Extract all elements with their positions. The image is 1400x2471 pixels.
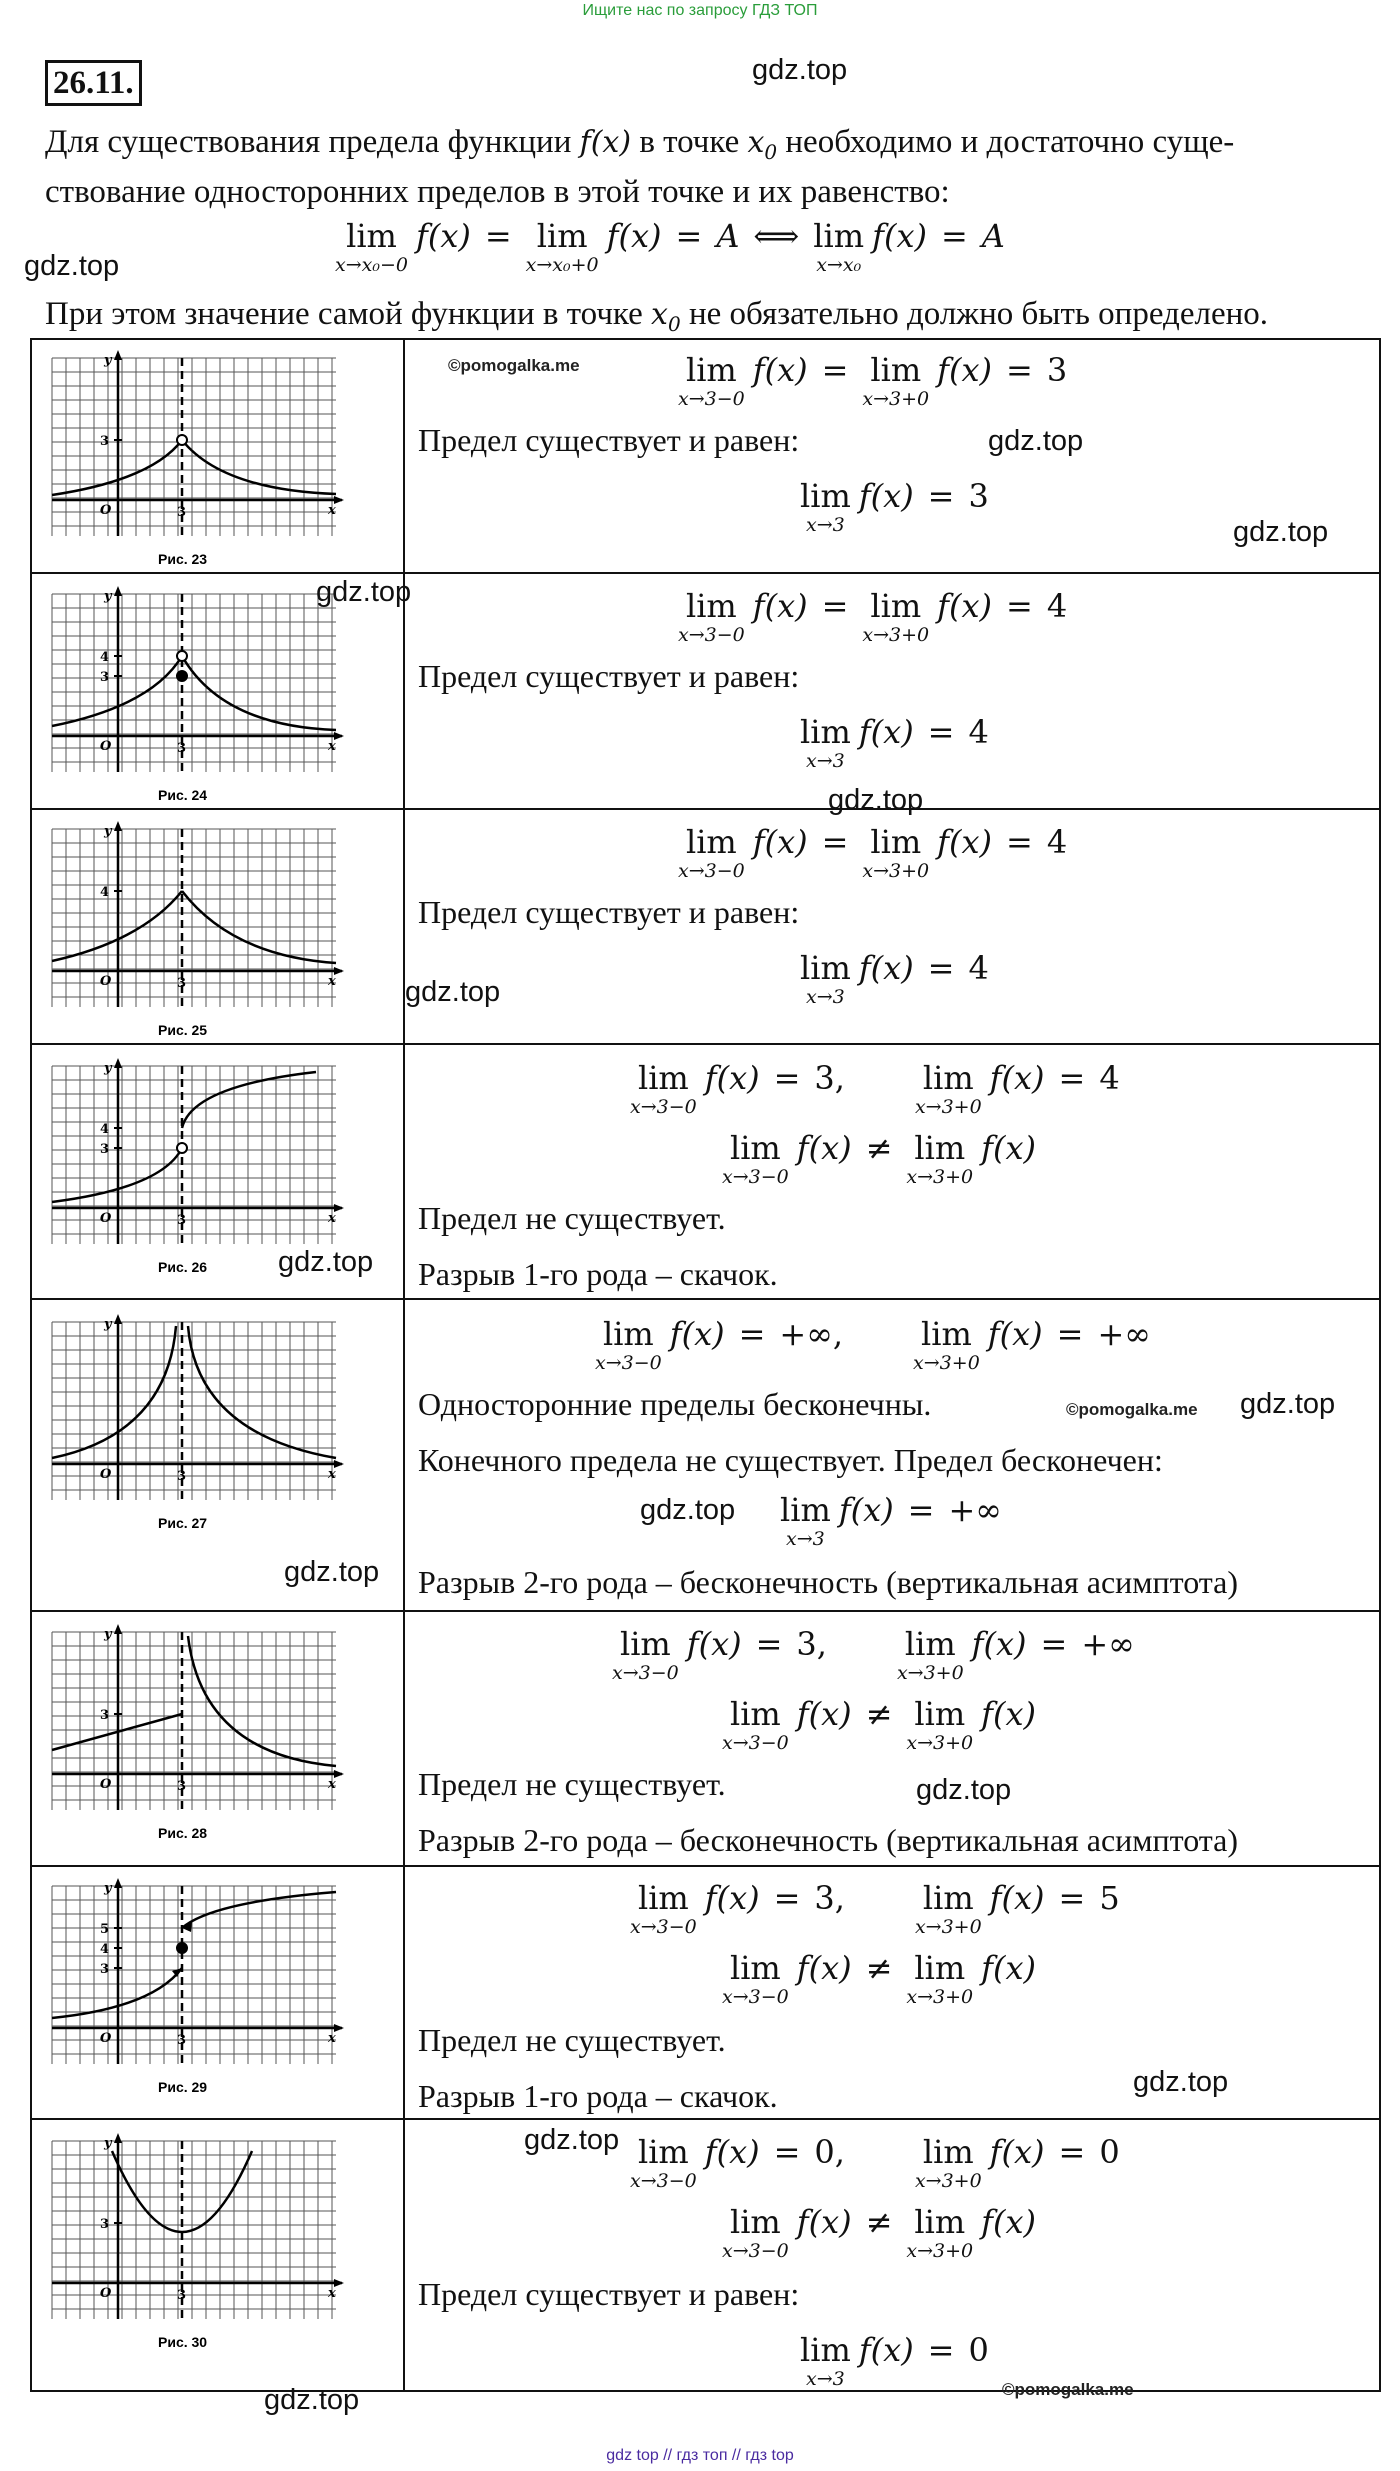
row7-text1: Предел не существует. bbox=[418, 2022, 726, 2058]
row8-result bbox=[800, 2332, 989, 2390]
fx: f(x) bbox=[989, 1059, 1045, 1097]
y-tick-label: 4 bbox=[100, 1942, 110, 1957]
intro-text: необходимо и достаточно суще- bbox=[785, 124, 1235, 160]
row5-text2: Конечного предела не существует. Предел бесконечен: bbox=[418, 1442, 1163, 1478]
eq: = bbox=[1006, 587, 1033, 625]
row-divider bbox=[30, 1043, 1381, 1045]
row7-formula-b bbox=[722, 1950, 1036, 2008]
value-A: A bbox=[981, 217, 1005, 255]
fx: f(x) bbox=[704, 1059, 760, 1097]
fx: f(x) bbox=[858, 713, 914, 751]
y-axis-arrow bbox=[114, 1058, 122, 1068]
watermark-gdz: gdz.top bbox=[916, 1774, 1012, 1806]
lim: lim bbox=[685, 823, 737, 861]
fx: f(x) bbox=[796, 1695, 852, 1733]
lim-sub: x→x₀ bbox=[816, 254, 862, 276]
lim: lim bbox=[637, 2133, 689, 2171]
eq: = bbox=[1040, 1625, 1068, 1663]
lim: lim bbox=[870, 587, 922, 625]
row5-text1: Односторонние пределы бесконечны. bbox=[418, 1386, 932, 1422]
open-point bbox=[177, 651, 187, 661]
fx: f(x) bbox=[989, 2133, 1045, 2171]
fx: f(x) bbox=[796, 2203, 852, 2241]
intro-text: Для существования предела функции bbox=[45, 124, 572, 160]
bottom-note: gdz top // гдз топ // гдз top bbox=[606, 2447, 794, 2464]
lim-sub: x→3−0 bbox=[630, 1916, 697, 1938]
lim-sub: x→3+0 bbox=[862, 388, 930, 410]
lim-sub: x→3−0 bbox=[678, 624, 745, 646]
watermark-pomogalka: ©pomogalka.me bbox=[448, 356, 580, 375]
curve-right bbox=[182, 656, 336, 730]
origin-label: O bbox=[100, 2031, 112, 2046]
fx: f(x) bbox=[704, 1879, 760, 1917]
y-tick-label: 4 bbox=[100, 885, 110, 900]
eq: = bbox=[773, 1059, 801, 1097]
watermark-pomogalka: ©pomogalka.me bbox=[1066, 1400, 1198, 1419]
limit-value: 0 bbox=[968, 2331, 989, 2369]
lim: lim bbox=[914, 1949, 966, 1987]
lim: lim bbox=[800, 477, 851, 515]
eq: = bbox=[773, 1879, 801, 1917]
y-tick-label: 3 bbox=[100, 434, 110, 449]
y-tick-label: 3 bbox=[100, 1708, 110, 1723]
fx: f(x) bbox=[937, 587, 992, 625]
fx: f(x) bbox=[989, 1879, 1045, 1917]
lim: lim bbox=[922, 2133, 974, 2171]
eq: = bbox=[1058, 1059, 1086, 1097]
fx: f(x) bbox=[858, 949, 914, 987]
neq: ≠ bbox=[865, 2203, 893, 2241]
row1-formula bbox=[678, 352, 1067, 410]
lim-sub: x→3−0 bbox=[630, 2170, 697, 2192]
y-axis-arrow bbox=[114, 2133, 122, 2143]
row5-formula bbox=[595, 1316, 1151, 1374]
y-axis-label: y bbox=[104, 1061, 112, 1076]
row3-text1: Предел существует и равен: bbox=[418, 894, 800, 930]
lim: lim bbox=[921, 1315, 972, 1353]
eq: = bbox=[927, 949, 955, 987]
graph-fig-27 bbox=[48, 1314, 348, 1536]
y-tick-label: 3 bbox=[100, 1142, 110, 1157]
graph-fig-25 bbox=[48, 821, 348, 1043]
lim-sub: x→3−0 bbox=[595, 1352, 662, 1374]
intro-text: не обязательно должно быть определено. bbox=[688, 296, 1269, 332]
lim: lim bbox=[685, 351, 737, 389]
origin-label: O bbox=[100, 1467, 112, 1482]
lim-sub: x→3+0 bbox=[906, 2240, 974, 2262]
x-tick-label: 3 bbox=[177, 505, 187, 520]
curve-right bbox=[182, 440, 336, 494]
origin-label: O bbox=[100, 503, 112, 518]
eq: = bbox=[1056, 1315, 1084, 1353]
lim-sub: x→3+0 bbox=[896, 1662, 964, 1684]
row5-result bbox=[780, 1492, 1002, 1550]
lim: lim bbox=[729, 1695, 781, 1733]
lim-sub: x→3 bbox=[806, 986, 845, 1008]
row6-text2: Разрыв 2-го рода – бесконечность (вертикальная асимптота) bbox=[418, 1822, 1239, 1858]
eq: = bbox=[927, 713, 955, 751]
eq: = bbox=[738, 1315, 766, 1353]
open-point bbox=[177, 1143, 187, 1153]
row5-text3: Разрыв 2-го рода – бесконечность (вертикальная асимптота) bbox=[418, 1564, 1239, 1600]
lim-sub: x→3−0 bbox=[722, 1732, 789, 1754]
eq: = bbox=[675, 217, 703, 255]
x-axis-label: x bbox=[328, 1777, 336, 1792]
lim-sub: x→3+0 bbox=[906, 1166, 974, 1188]
figure-caption: Рис. 30 bbox=[158, 2334, 208, 2350]
intro-x0-sub: 0 bbox=[764, 140, 778, 164]
fx: f(x) bbox=[838, 1491, 894, 1529]
watermark-pomogalka: ©pomogalka.me bbox=[1002, 2380, 1134, 2399]
figure-caption: Рис. 23 bbox=[158, 551, 208, 567]
limit-value: 0 bbox=[814, 2133, 835, 2171]
y-axis-label: y bbox=[104, 824, 112, 839]
eq: = bbox=[927, 477, 955, 515]
row8-formula-a bbox=[630, 2134, 1120, 2192]
y-axis-label: y bbox=[104, 589, 112, 604]
watermark-gdz: gdz.top bbox=[24, 250, 120, 282]
watermark-gdz: gdz.top bbox=[1133, 2066, 1229, 2098]
row7-text2: Разрыв 1-го рода – скачок. bbox=[418, 2078, 778, 2114]
fx: f(x) bbox=[752, 351, 808, 389]
lim: lim bbox=[800, 2331, 851, 2369]
lim: lim bbox=[914, 1129, 966, 1167]
y-tick-label: 3 bbox=[100, 1962, 110, 1977]
lim-sub: x→3−0 bbox=[722, 2240, 789, 2262]
lim: lim bbox=[729, 1949, 781, 1987]
fx: f(x) bbox=[796, 1129, 852, 1167]
comma: , bbox=[832, 1315, 844, 1353]
lim-sub: x→3+0 bbox=[914, 1916, 982, 1938]
row6-text1: Предел не существует. bbox=[418, 1766, 726, 1802]
figure-caption: Рис. 24 bbox=[158, 787, 208, 803]
lim: lim bbox=[780, 1491, 831, 1529]
origin-label: O bbox=[100, 1211, 112, 1226]
row4-formula-a bbox=[630, 1060, 1120, 1118]
x-axis-label: x bbox=[328, 503, 336, 518]
x-tick-label: 3 bbox=[177, 976, 187, 991]
fx: f(x) bbox=[937, 823, 992, 861]
y-tick-label: 5 bbox=[100, 1922, 110, 1937]
lim: lim bbox=[729, 1129, 781, 1167]
y-axis-label: y bbox=[104, 1627, 112, 1642]
intro-x0: x bbox=[651, 297, 668, 332]
watermark-gdz: gdz.top bbox=[405, 976, 501, 1008]
fx: f(x) bbox=[669, 1315, 725, 1353]
limit-value: 5 bbox=[1099, 1879, 1120, 1917]
intro-fx: f(x) bbox=[579, 125, 632, 160]
fx: f(x) bbox=[987, 1315, 1043, 1353]
limit-value: 3 bbox=[814, 1879, 835, 1917]
x-tick-label: 3 bbox=[177, 1213, 187, 1228]
row-divider bbox=[30, 1298, 1381, 1300]
eq: = bbox=[755, 1625, 783, 1663]
y-tick-label: 4 bbox=[100, 1122, 110, 1137]
graph-fig-28 bbox=[48, 1624, 348, 1846]
fx: f(x) bbox=[981, 1695, 1036, 1733]
comma: , bbox=[816, 1625, 827, 1663]
lim: lim bbox=[637, 1879, 689, 1917]
fx: f(x) bbox=[606, 217, 662, 255]
intro-formula bbox=[335, 218, 1005, 276]
graph-fig-24 bbox=[48, 586, 348, 808]
lim-sub: x→3−0 bbox=[678, 860, 745, 882]
y-axis-arrow bbox=[114, 821, 122, 831]
lim: lim bbox=[922, 1879, 974, 1917]
x-axis-label: x bbox=[328, 974, 336, 989]
row1-result bbox=[800, 478, 989, 536]
x-axis-label: x bbox=[328, 739, 336, 754]
lim-sub: x→3−0 bbox=[722, 1166, 789, 1188]
row8-formula-b bbox=[722, 2204, 1036, 2262]
origin-label: O bbox=[100, 739, 112, 754]
fx: f(x) bbox=[937, 351, 992, 389]
lim-sub: x→3+0 bbox=[906, 1986, 974, 2008]
iff: ⟺ bbox=[753, 217, 800, 255]
fx: f(x) bbox=[796, 1949, 852, 1987]
row4-text1: Предел не существует. bbox=[418, 1200, 726, 1236]
y-axis-arrow bbox=[114, 1314, 122, 1324]
watermark-gdz: gdz.top bbox=[1233, 516, 1329, 548]
y-tick-label: 4 bbox=[100, 650, 110, 665]
limit-value: 0 bbox=[1099, 2133, 1120, 2171]
lim-sub: x→3−0 bbox=[630, 1096, 697, 1118]
row1-text1: Предел существует и равен: bbox=[418, 422, 800, 458]
limit-value: 4 bbox=[1046, 823, 1068, 861]
lim-sub: x→3 bbox=[786, 1528, 825, 1550]
lim-sub: x→3−0 bbox=[722, 1986, 789, 2008]
row4-text2: Разрыв 1-го рода – скачок. bbox=[418, 1256, 778, 1292]
y-tick-label: 3 bbox=[100, 670, 110, 685]
open-point bbox=[177, 435, 187, 445]
lim-sub: x→3+0 bbox=[913, 1352, 980, 1374]
limit-value: 3 bbox=[1046, 351, 1068, 389]
x-tick-label: 3 bbox=[177, 2033, 187, 2048]
limit-value: 4 bbox=[968, 713, 989, 751]
lim-sub: x→3 bbox=[806, 514, 845, 536]
lim: lim bbox=[870, 351, 922, 389]
limit-value: 3 bbox=[796, 1625, 817, 1663]
lim: lim bbox=[914, 1695, 966, 1733]
lim: lim bbox=[800, 949, 851, 987]
graph-fig-30 bbox=[48, 2133, 348, 2355]
row-divider bbox=[30, 1610, 1381, 1612]
fx: f(x) bbox=[752, 823, 808, 861]
problem-number: 26.11. bbox=[45, 60, 142, 106]
row2-result bbox=[800, 714, 989, 772]
graph-fig-29 bbox=[48, 1878, 348, 2100]
top-note: Ищите нас по запросу ГДЗ ТОП bbox=[582, 2, 818, 19]
arrow-head-left bbox=[172, 1968, 182, 1977]
watermark-gdz: gdz.top bbox=[640, 1494, 736, 1526]
eq: = bbox=[907, 1491, 935, 1529]
fx: f(x) bbox=[686, 1625, 742, 1663]
limit-value: +∞ bbox=[1097, 1315, 1151, 1353]
limit-value: 4 bbox=[1099, 1059, 1120, 1097]
row7-formula-a bbox=[630, 1880, 1120, 1938]
eq: = bbox=[821, 351, 849, 389]
eq: = bbox=[821, 823, 849, 861]
lim-sub: x→3+0 bbox=[862, 624, 930, 646]
intro-text: При этом значение самой функции в точке bbox=[45, 296, 643, 332]
fx: f(x) bbox=[858, 2331, 914, 2369]
lim-sub: x→3 bbox=[806, 2368, 845, 2390]
filled-point bbox=[177, 1943, 187, 1953]
intro-paragraph-1 bbox=[45, 122, 1365, 212]
intro-text: ствование односторонних пределов в этой точке и их равенство: bbox=[45, 174, 950, 210]
watermark-gdz: gdz.top bbox=[828, 784, 924, 816]
x-axis-label: x bbox=[328, 2286, 336, 2301]
row3-result bbox=[800, 950, 989, 1008]
row-divider bbox=[30, 1865, 1381, 1867]
lim-sub: x→3−0 bbox=[612, 1662, 679, 1684]
neq: ≠ bbox=[865, 1695, 893, 1733]
eq: = bbox=[940, 217, 968, 255]
lim: lim bbox=[637, 1059, 689, 1097]
x-axis-label: x bbox=[328, 1211, 336, 1226]
y-tick-label: 3 bbox=[100, 2217, 110, 2232]
neq: ≠ bbox=[865, 1129, 893, 1167]
filled-point bbox=[177, 671, 187, 681]
row-divider bbox=[30, 572, 1381, 574]
figure-caption: Рис. 27 bbox=[158, 1515, 208, 1531]
limit-value: 4 bbox=[968, 949, 989, 987]
watermark-gdz: gdz.top bbox=[752, 54, 848, 86]
watermark-gdz: gdz.top bbox=[316, 576, 412, 608]
row8-text1: Предел существует и равен: bbox=[418, 2276, 800, 2312]
row4-formula-b bbox=[722, 1130, 1036, 1188]
origin-label: O bbox=[100, 1777, 112, 1792]
comma: , bbox=[834, 1059, 845, 1097]
y-axis-arrow bbox=[114, 350, 122, 360]
watermark-gdz: gdz.top bbox=[1240, 1388, 1336, 1420]
watermark-gdz: gdz.top bbox=[278, 1246, 374, 1278]
lim: lim bbox=[904, 1625, 956, 1663]
y-axis-label: y bbox=[104, 1317, 112, 1332]
watermark-gdz: gdz.top bbox=[264, 2384, 360, 2416]
neq: ≠ bbox=[865, 1949, 893, 1987]
lim: lim bbox=[800, 713, 851, 751]
row-divider bbox=[30, 808, 1381, 810]
eq: = bbox=[484, 217, 512, 255]
y-axis-label: y bbox=[104, 2136, 112, 2151]
row6-formula-a bbox=[612, 1626, 1135, 1684]
lim-sub: x→x₀−0 bbox=[335, 254, 408, 276]
eq: = bbox=[773, 2133, 801, 2171]
fx: f(x) bbox=[858, 477, 914, 515]
eq: = bbox=[821, 587, 849, 625]
intro-paragraph-2 bbox=[45, 294, 1365, 344]
row2-text1: Предел существует и равен: bbox=[418, 658, 800, 694]
fx: f(x) bbox=[872, 217, 927, 255]
lim-sub: x→x₀+0 bbox=[525, 254, 599, 276]
fx: f(x) bbox=[981, 1129, 1036, 1167]
limit-value: +∞ bbox=[779, 1315, 833, 1353]
lim-sub: x→3+0 bbox=[862, 860, 930, 882]
comma: , bbox=[834, 1879, 845, 1917]
x-axis-label: x bbox=[328, 2031, 336, 2046]
fx: f(x) bbox=[415, 217, 471, 255]
y-axis-label: y bbox=[104, 353, 112, 368]
eq: = bbox=[1006, 351, 1033, 389]
row2-formula bbox=[678, 588, 1067, 646]
origin-label: O bbox=[100, 974, 112, 989]
lim: lim bbox=[922, 1059, 974, 1097]
row-divider bbox=[30, 2118, 1381, 2120]
fx: f(x) bbox=[981, 2203, 1036, 2241]
lim-sub: x→3+0 bbox=[914, 1096, 982, 1118]
limit-value: +∞ bbox=[1081, 1625, 1135, 1663]
watermark-gdz: gdz.top bbox=[284, 1556, 380, 1588]
lim: lim bbox=[870, 823, 922, 861]
fx: f(x) bbox=[704, 2133, 760, 2171]
lim: lim bbox=[914, 2203, 966, 2241]
limit-value: 4 bbox=[1046, 587, 1068, 625]
lim: lim bbox=[536, 217, 588, 255]
fx: f(x) bbox=[971, 1625, 1027, 1663]
x-axis-label: x bbox=[328, 1467, 336, 1482]
lim-sub: x→3+0 bbox=[914, 2170, 982, 2192]
fx: f(x) bbox=[752, 587, 808, 625]
figure-caption: Рис. 28 bbox=[158, 1825, 208, 1841]
watermark-gdz: gdz.top bbox=[988, 425, 1084, 457]
row6-formula-b bbox=[722, 1696, 1036, 1754]
x-tick-label: 3 bbox=[177, 741, 187, 756]
intro-x0: x bbox=[747, 125, 765, 160]
limit-value: +∞ bbox=[948, 1491, 1002, 1529]
limit-value: 3 bbox=[814, 1059, 835, 1097]
graph-fig-23 bbox=[48, 350, 348, 572]
eq: = bbox=[1006, 823, 1033, 861]
limit-value: 3 bbox=[968, 477, 989, 515]
table-divider bbox=[403, 338, 405, 2392]
lim: lim bbox=[813, 217, 865, 255]
value-A: A bbox=[716, 217, 740, 255]
figure-caption: Рис. 29 bbox=[158, 2079, 208, 2095]
lim-sub: x→3+0 bbox=[906, 1732, 974, 1754]
figure-caption: Рис. 25 bbox=[158, 1022, 208, 1038]
lim: lim bbox=[685, 587, 737, 625]
row3-formula bbox=[678, 824, 1067, 882]
eq: = bbox=[1058, 2133, 1086, 2171]
fx: f(x) bbox=[981, 1949, 1036, 1987]
lim: lim bbox=[346, 217, 397, 255]
origin-label: O bbox=[100, 2286, 112, 2301]
curve-right bbox=[182, 1892, 336, 1928]
y-axis-label: y bbox=[104, 1881, 112, 1896]
intro-x0-sub: 0 bbox=[667, 312, 681, 336]
x-tick-label: 3 bbox=[177, 1469, 187, 1484]
y-axis-arrow bbox=[114, 1878, 122, 1888]
comma: , bbox=[834, 2133, 845, 2171]
intro-text: в точке bbox=[639, 124, 740, 160]
y-axis-arrow bbox=[114, 1624, 122, 1634]
figure-caption: Рис. 26 bbox=[158, 1259, 208, 1275]
lim: lim bbox=[619, 1625, 671, 1663]
watermark-gdz: gdz.top bbox=[524, 2124, 620, 2156]
eq: = bbox=[927, 2331, 955, 2369]
y-axis-arrow bbox=[114, 586, 122, 596]
lim-sub: x→3 bbox=[806, 750, 845, 772]
lim: lim bbox=[602, 1315, 654, 1353]
x-tick-label: 3 bbox=[177, 1779, 187, 1794]
x-tick-label: 3 bbox=[177, 2288, 187, 2303]
lim: lim bbox=[729, 2203, 781, 2241]
lim-sub: x→3−0 bbox=[678, 388, 745, 410]
eq: = bbox=[1058, 1879, 1086, 1917]
